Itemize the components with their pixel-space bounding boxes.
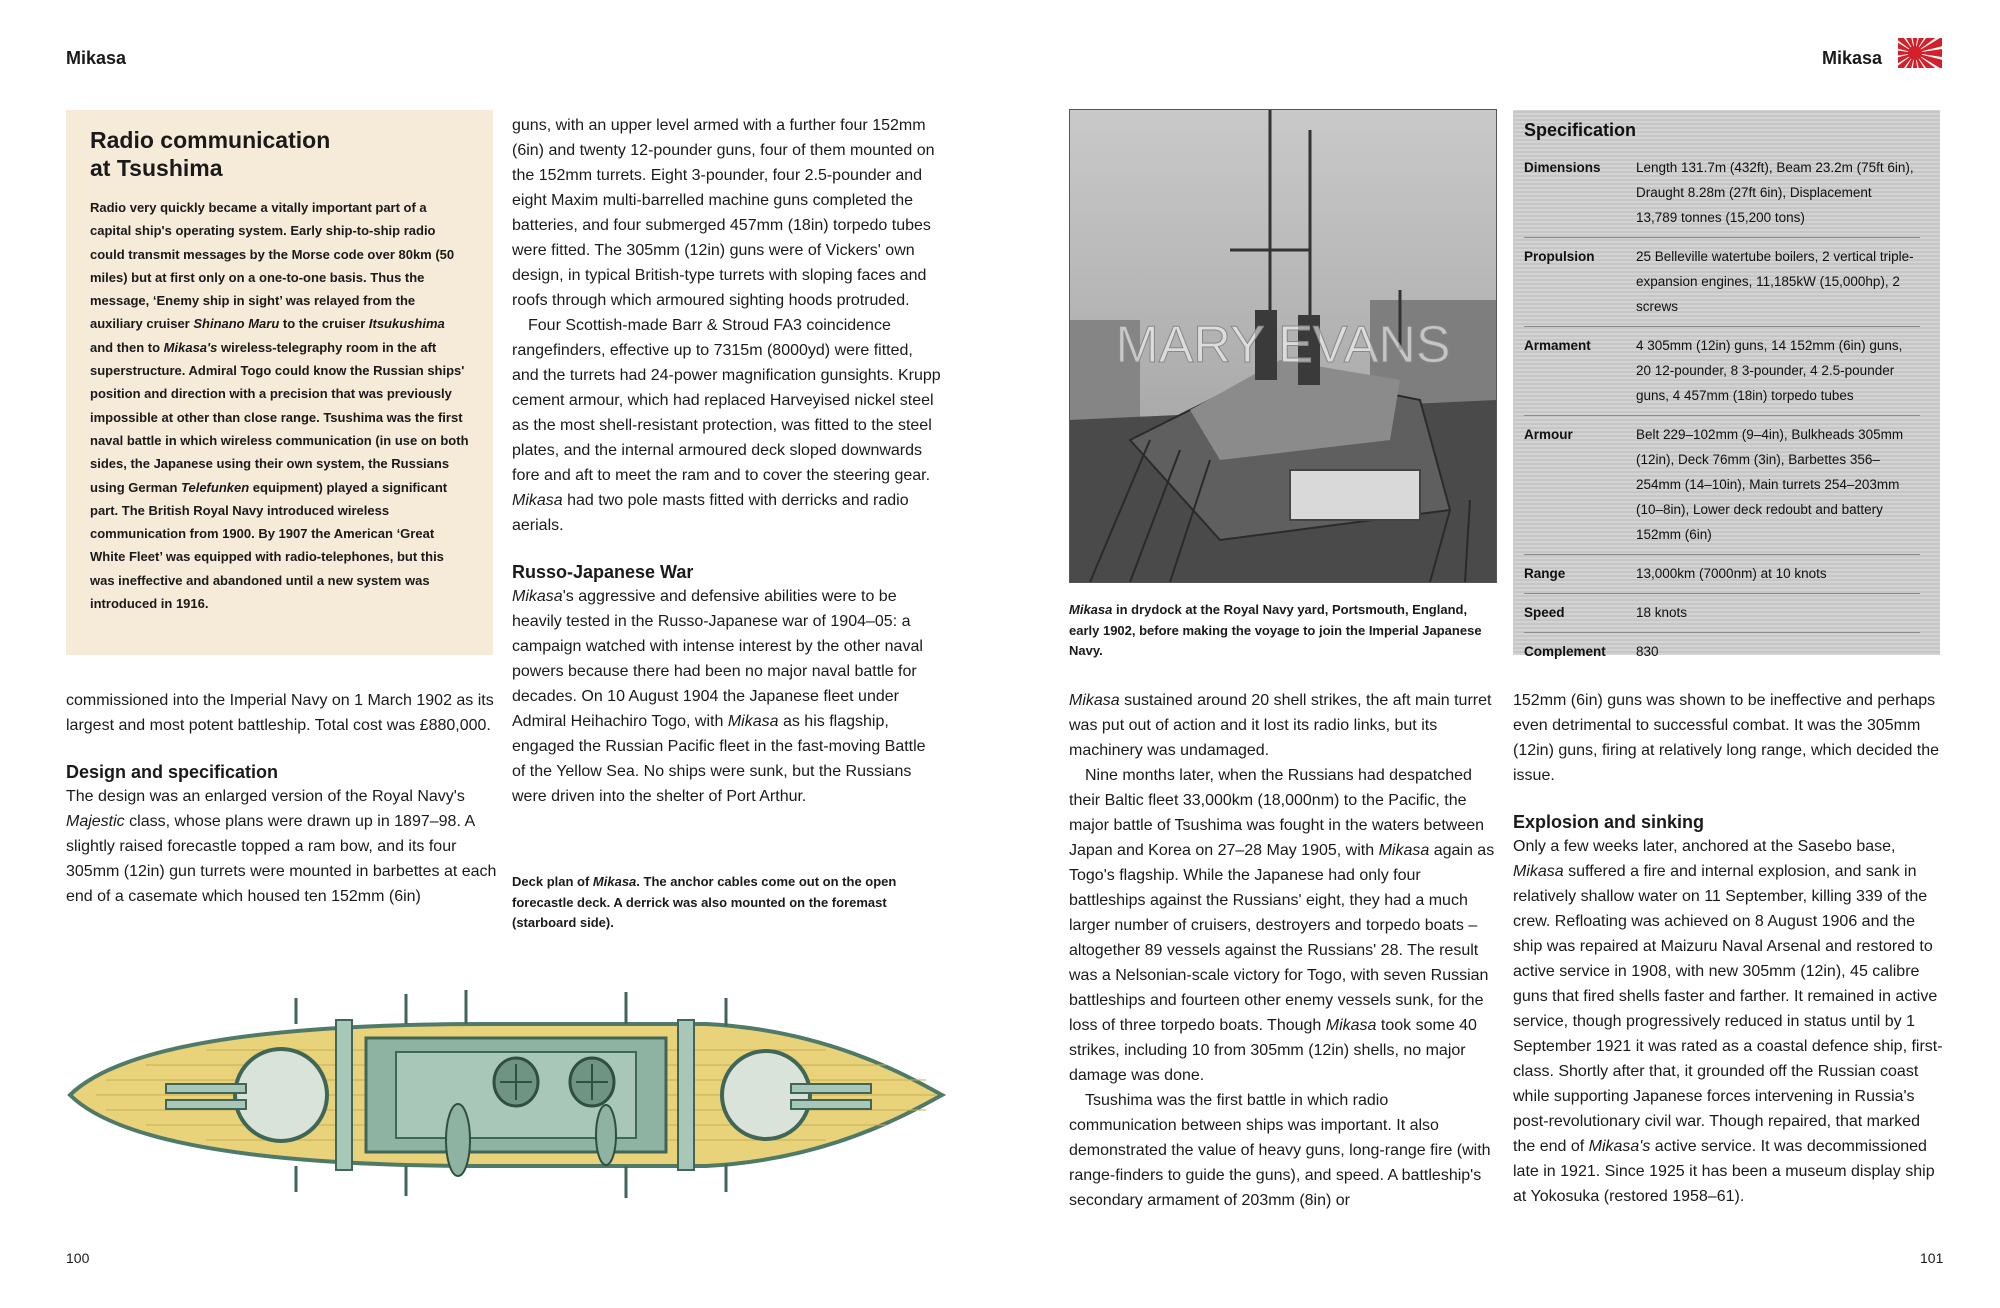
heading-design: Design and specification bbox=[66, 762, 279, 782]
col3-paragraph-2: Nine months later, when the Russians had despatched their Baltic fleet 33,000km (18,000nm) to the Pacific, the major battle of Tsushima was fought in the waters between Japan and Korea on 27–28 May 1905, with Mikasa again as Togo's flagship. While the Japanese had only four battleships against the Russians' eight, they had a much larger number of cruisers, destroyers and torpedo boats – altogether 89 vessels against the Russians' 28. The result was a Nelsonian-scale victory for Togo, with seven Russian battleships and fourteen other enemy vessels sunk, for the loss of three torpedo boats. Though Mikasa took some 40 strikes, including 10 from 305mm (12in) shells, no major damage was done. bbox=[1069, 767, 1495, 1084]
col2-paragraph-1: guns, with an upper level armed with a further four 152mm (6in) and twenty 12-pounder guns, four of them mounted on the 152mm turrets. Eight 3-pounder, four 2.5-pounder and eight Maxim multi-barrelled machine guns completed the batteries, and four submerged 457mm (18in) torpedo tubes were fitted. The 305mm (12in) guns were of Vickers' own design, in typical British-type turrets with sloping faces and roofs through which armoured sighting hoods protruded. bbox=[512, 117, 935, 309]
spec-label: Armament bbox=[1524, 338, 1591, 353]
deck-plan-illustration bbox=[66, 980, 946, 1210]
spec-value: 830 bbox=[1636, 644, 1659, 659]
page-number-right: 101 bbox=[1920, 1250, 1944, 1266]
spec-value: Length 131.7m (432ft), Beam 23.2m (75ft 6in), Draught 8.28m (27ft 6in), Displacement 13,789 tonnes (15,200 tons) bbox=[1636, 160, 1914, 225]
spec-label: Armour bbox=[1524, 427, 1573, 442]
running-head-left: Mikasa bbox=[66, 48, 127, 68]
col3-paragraph-1: Mikasa sustained around 20 shell strikes, the aft main turret was put out of action and it lost its radio links, but its machinery was undamaged. bbox=[1069, 692, 1492, 759]
drydock-photo bbox=[1069, 109, 1497, 583]
sidebar-title bbox=[90, 126, 471, 182]
col2-paragraph-3: Mikasa's aggressive and defensive abilities were to be heavily tested in the Russo-Japanese war of 1904–05: a campaign watched with intense interest by the other naval powers because there had been no major naval battle for decades. On 10 August 1904 the Japanese fleet under Admiral Heihachiro Togo, with Mikasa as his flagship, engaged the Russian Pacific fleet in the fast-moving Battle of the Yellow Sea. No ships were sunk, but the Russians were driven into the shelter of Port Arthur. bbox=[512, 588, 926, 805]
spec-row bbox=[1524, 555, 1920, 594]
spec-row bbox=[1524, 416, 1920, 555]
deck-plan-caption: Deck plan of Mikasa. The anchor cables come out on the open forecastle deck. A derrick was also mounted on the foremast (starboard side). bbox=[512, 874, 897, 930]
sidebar-title-line1: Radio communication bbox=[90, 127, 331, 153]
spec-row bbox=[1524, 594, 1920, 633]
sidebar-title-line2: at Tsushima bbox=[90, 155, 223, 181]
heading-russo-japanese: Russo-Japanese War bbox=[512, 562, 694, 582]
sidebar-text: Radio very quickly became a vitally important part of a capital ship's operating system. Early ship-to-ship radio could transmit messages by the Morse code over 80km (50 miles) but at first only on a one-to-one basis. Thus the message, ‘Enemy ship in sight’ was relayed from the auxiliary cruiser Shinano Maru to the cruiser Itsukushima and then to Mikasa's wireless-telegraphy room in the aft superstructure. Admiral Togo could know the Russian ships' position and direction with a precision that was previously impossible at other than close range. Tsushima was the first naval battle in which wireless communication (in use on both sides, the Japanese using their own system, the Russians using German Telefunken equipment) played a significant part. The British Royal Navy introduced wireless communication from 1900. By 1907 the American ‘Great White Fleet’ was equipped with radio-telephones, but this was ineffective and abandoned until a new system was introduced in 1916. bbox=[90, 200, 469, 612]
photo-watermark: MARY EVANS bbox=[1115, 316, 1451, 374]
spec-value: 13,000km (7000nm) at 10 knots bbox=[1636, 566, 1827, 581]
spec-label: Dimensions bbox=[1524, 160, 1601, 175]
spec-label: Propulsion bbox=[1524, 249, 1595, 264]
column-3 bbox=[1069, 688, 1499, 1213]
col1-paragraph-1: commissioned into the Imperial Navy on 1 March 1902 as its largest and most potent battleship. Total cost was £880,000. bbox=[66, 692, 494, 734]
spec-row bbox=[1524, 238, 1920, 327]
spec-value: Belt 229–102mm (9–4in), Bulkheads 305mm (12in), Deck 76mm (3in), Barbettes 356–254mm (14–10in), Main turrets 254–203mm (10–8in), Lower deck redoubt and battery 152mm (6in) bbox=[1636, 427, 1904, 542]
col2-paragraph-2: Four Scottish-made Barr & Stroud FA3 coincidence rangefinders, effective up to 7315m (8000yd) were fitted, and the turrets had 24-power magnification gunsights. Krupp cement armour, which had replaced Harveyised nickel steel as the most shell-resistant protection, was fitted to the steel plates, and the internal armoured deck sloped downwards fore and aft to meet the ram and to cover the steering gear. Mikasa had two pole masts fitted with derricks and radio aerials. bbox=[512, 317, 941, 534]
photo-caption: Mikasa in drydock at the Royal Navy yard, Portsmouth, England, early 1902, before making the voyage to join the Imperial Japanese Navy. bbox=[1069, 602, 1482, 658]
col4-paragraph-1: 152mm (6in) guns was shown to be ineffective and perhaps even detrimental to successful combat. It was the 305mm (12in) guns, firing at relatively long range, which decided the issue. bbox=[1513, 692, 1940, 784]
rising-sun-flag-icon bbox=[1898, 38, 1942, 68]
specification-panel bbox=[1513, 110, 1940, 659]
heading-explosion: Explosion and sinking bbox=[1513, 812, 1705, 832]
col4-paragraph-2: Only a few weeks later, anchored at the Sasebo base, Mikasa suffered a fire and internal explosion, and sank in relatively shallow water on 11 September, killing 339 of the crew. Refloating was achieved on 8 August 1906 and the ship was repaired at Maizuru Naval Arsenal and restored to active service in 1908, with new 305mm (12in), 45 calibre guns that fired shells faster and farther. It remained in active service, though progressively reduced in status until by 1 September 1921 it was rated as a coastal defence ship, first-class. Shortly after that, it grounded off the Russian coast while supporting Japanese forces intervening in Russia's post-revolutionary civil war. Though repaired, that marked the end of Mikasa's active service. It was decommissioned late in 1921. Since 1925 it has been a museum display ship at Yokosuka (restored 1958–61). bbox=[1513, 838, 1943, 1205]
spec-row bbox=[1524, 633, 1920, 671]
column-2 bbox=[512, 113, 942, 809]
specification-table bbox=[1524, 149, 1920, 671]
spec-value: 25 Belleville watertube boilers, 2 vertical triple-expansion engines, 11,185kW (15,000hp), 2 screws bbox=[1636, 249, 1914, 314]
spec-row bbox=[1524, 149, 1920, 238]
column-1-lower bbox=[66, 688, 498, 909]
radio-sidebar bbox=[66, 110, 493, 655]
col3-paragraph-3: Tsushima was the first battle in which radio communication between ships was important. It also demonstrated the value of heavy guns, long-range fire (with range-finders to guide the guns), and speed. A battleship's secondary armament of 203mm (8in) or bbox=[1069, 1092, 1491, 1209]
spec-label: Range bbox=[1524, 566, 1566, 581]
spec-value: 18 knots bbox=[1636, 605, 1688, 620]
page-number-left: 100 bbox=[66, 1250, 90, 1266]
spec-value: 4 305mm (12in) guns, 14 152mm (6in) guns, 20 12-pounder, 8 3-pounder, 4 2.5-pounder guns, 4 457mm (18in) torpedo tubes bbox=[1636, 338, 1903, 403]
spec-row bbox=[1524, 327, 1920, 416]
running-head-right: Mikasa bbox=[1822, 48, 1883, 68]
col1-paragraph-2: The design was an enlarged version of the Royal Navy's Majestic class, whose plans were drawn up in 1897–98. A slightly raised forecastle topped a ram bow, and its four 305mm (12in) gun turrets were mounted in barbettes at each end of a casemate which housed ten 152mm (6in) bbox=[66, 788, 497, 905]
column-4 bbox=[1513, 688, 1945, 1209]
spec-label: Speed bbox=[1524, 605, 1565, 620]
spec-label: Complement bbox=[1524, 644, 1606, 659]
specification-title: Specification bbox=[1524, 120, 1637, 140]
